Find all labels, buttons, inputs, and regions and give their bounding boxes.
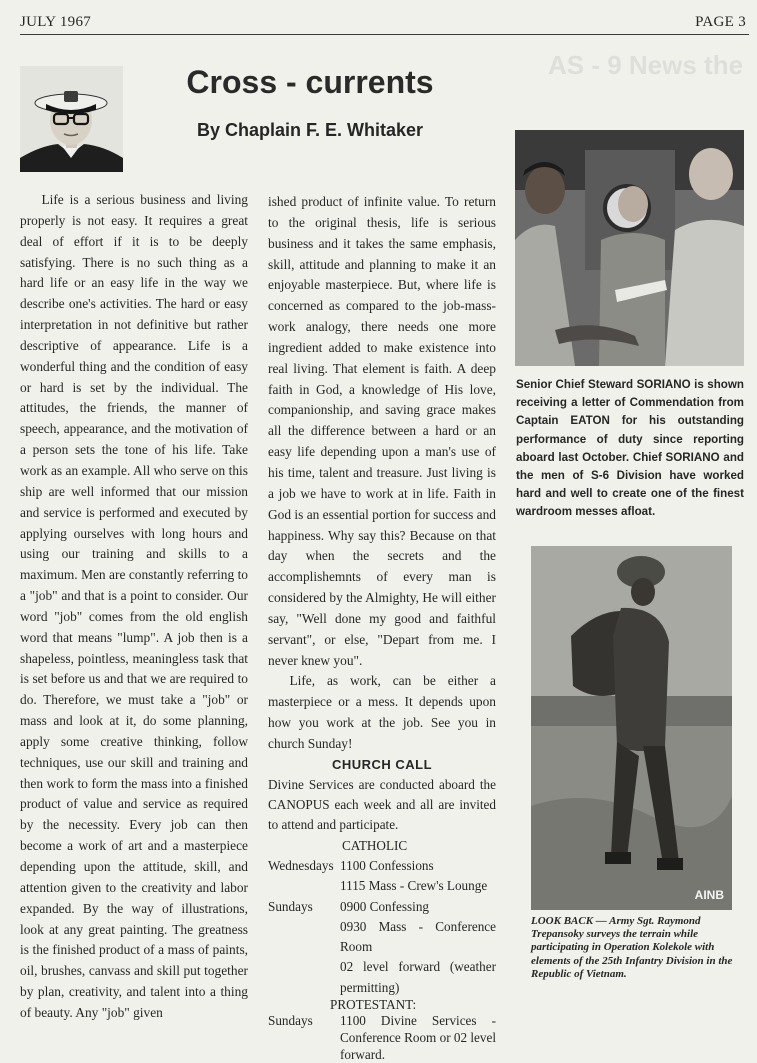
soldier-caption: [531, 915, 736, 981]
article-paragraph-1-part-1: [20, 190, 248, 1024]
bleed-through-text: AS - 9 News the: [548, 50, 744, 80]
service-item: 1115 Mass - Crew's Lounge: [340, 878, 488, 894]
service-day: Sundays: [268, 1013, 313, 1029]
article-paragraph-2: Life, as work, can be either a masterpiece or a mess. It depends upon how you work at the job. See you in church Sunday!: [268, 673, 496, 751]
service-row: [268, 856, 496, 876]
article-paragraph-1-part-2: [268, 192, 496, 671]
service-item: 02 level forward (weather permitting): [340, 959, 496, 995]
service-item: 1100 Confessions: [340, 857, 434, 873]
protestant-label: PROTESTANT:: [330, 997, 417, 1013]
service-row: [268, 917, 496, 958]
soldier-caption-body: Army Sgt. Raymond Trepansoky surveys the terrain while participating in Operation Kolekole with elements of the 25th Infantry Division in the Republic of Vietnam.: [531, 915, 733, 980]
header-rule: [20, 34, 749, 35]
photo-watermark: AINB: [694, 888, 724, 902]
article-column-right: [268, 192, 496, 1063]
text-fragment: ished product of infinite value. To return to the original thesis, life is serious business and it takes the same emphasis, skill, attitude and planning to make it an enjoyable masterpiece. But, where life is concerned as compared to the job-mass-work analogy, there needs one more ingredient added to make existence into real living. That element is faith. A deep faith in God, a knowledge of His love, companionship, and saving grace makes all the difference between a hard or an easy life depending upon a man's use of his time, talent and treasure. Just living is a job we have to work at in life. Faith in God is an essential portion for success and happiness. Why say this? Because on that day when the secrets and the accomplishemnts of every man is considered by the Almighty, He will either say, "Well done my good and faithful servant", or else, "Depart from me. I never knew you".: [268, 194, 496, 668]
service-row: [268, 1012, 496, 1063]
article-byline: By Chaplain F. E. Whitaker: [196, 120, 424, 140]
commendation-caption: Senior Chief Steward SORIANO is shown receiving a letter of Commendation from Captain EATON for his outstanding performance of duty since reporting aboard last October. Chief SORIANO and the men of S-6 Division have worked hard and well to create one of the finest wardroom messes afloat.: [516, 378, 744, 519]
service-day: [268, 917, 340, 958]
service-day: [268, 876, 340, 896]
article-title: Cross - currents: [186, 64, 434, 100]
issue-date: JULY 1967: [20, 14, 92, 30]
church-call-heading: CHURCH CALL: [331, 756, 433, 772]
service-row: [268, 957, 496, 998]
text-fragment: Life is a serious business and living properly is not easy. It requires a great deal of effort if it is to be deeply satisfying. There is no such thing as a hard life or an easy life in the way we describe one's activities. The hard or easy interpretation in not definitive but rather descriptive of appearance. Life is a wonderful thing and the condition of easy or hard is set by the individual. The attitudes, the friends, the manner of speech, appearance, and the motivation of a person sets the tone of his life. Take work as an example. All who serve on this ship are well informed that our mission and service is performed and executed by applying ourselves with long hours and using our training and skills to a maximum. Men are constantly referring to a "job" and that is a point to consider. Our word "job" comes from the old english word that means "lump". A job then is a shapeless, pointless, meaningless task that is set before us and that we are required to do. Therefore, we must take a "job" or mass and look at it, do some planning, apply some creative thinking, follow techniques, use our skill and training and then work to form the mass into a finished product of value and service as required by the necessity. Every job can then become a work of art and a masterpiece depending upon the attitude, skill, and attention given to the creativity and labor expanded. By the way of illustrations, look at any great painting. The greatness is the finished product of a mass of paints, oil, brushes, canvass and skill put together by plan, creativity, and talent into a thing of beauty. Any "job" given: [20, 192, 248, 1020]
article-column-left: [20, 190, 248, 1024]
service-item: 1100 Divine Services - Conference Room or 02 level forward.: [340, 1013, 497, 1063]
service-item: 0930 Mass - Conference Room: [340, 918, 496, 955]
church-services-intro: Divine Services are conducted aboard the CANOPUS each week and all are invited to attend and participate.: [268, 776, 496, 833]
soldier-photo: [531, 546, 732, 910]
chaplain-portrait-photo: [20, 66, 123, 172]
commendation-photo: [515, 130, 744, 366]
service-row: [268, 897, 496, 917]
service-item: 0900 Confessing: [340, 898, 430, 914]
service-day: [268, 957, 340, 998]
page-number: PAGE 3: [695, 14, 746, 30]
catholic-label: CATHOLIC: [342, 837, 408, 853]
church-services: [268, 775, 496, 1063]
service-day: Sundays: [268, 898, 313, 914]
soldier-caption-lead: LOOK BACK —: [531, 915, 607, 927]
service-day: Wednesdays: [268, 857, 334, 873]
service-row: [268, 876, 496, 896]
